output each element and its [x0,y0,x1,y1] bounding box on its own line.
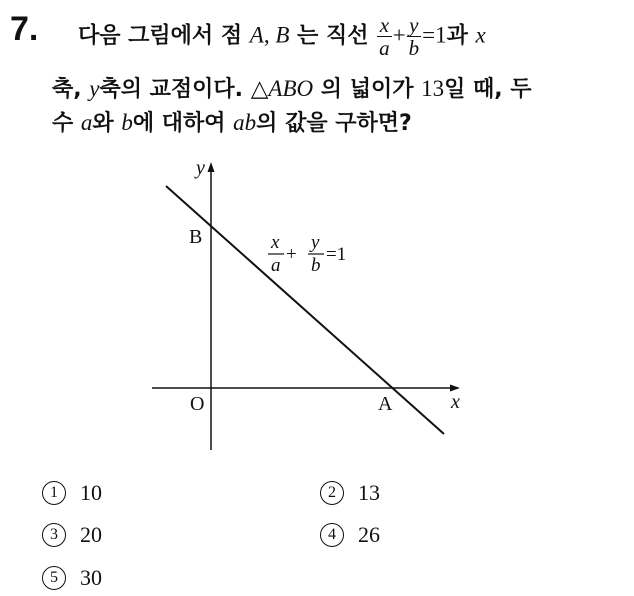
choice-2-mark: 2 [320,481,344,505]
b-var: b [121,110,133,135]
choice-5-mark: 5 [42,566,66,590]
point-a-label: A [378,393,393,415]
choice-2[interactable] [320,478,380,506]
coordinate-graph [140,150,480,460]
choice-4[interactable] [320,520,380,548]
question-text: 에 대하여 [132,111,234,136]
question-text: 일 때, 두 [444,77,532,102]
question-text: 축의 교점이다. [99,77,251,102]
choice-3-mark: 3 [42,523,66,547]
point-b-var: B [275,22,290,48]
equation-rhs: =1 [326,244,347,265]
equation-plus: + [286,244,297,265]
a-var: a [80,110,93,135]
comma: , [263,22,276,48]
fraction-x-over-a: $\frac{x}{a}$ [379,13,390,60]
choice-2-value: 13 [358,479,380,505]
question-text: 의 넓이가 [313,77,422,102]
choice-4-value: 26 [358,521,380,547]
question-text: 과 [446,23,476,49]
question-text: 의 값을 구하면? [256,111,412,136]
choice-5[interactable] [42,563,102,591]
line-ab [166,186,444,434]
plus-sign: + [392,22,406,48]
question-text: 는 직선 [289,23,377,49]
triangle-name: ABO [268,76,314,101]
question-number: 7. [10,10,39,48]
choice-5-value: 30 [80,564,102,590]
equation-y-den: b [311,255,321,276]
fraction-y-over-b: $\frac{y}{b}$ [408,13,420,60]
choice-1-value: 10 [80,479,102,505]
y-var: y [89,76,100,101]
choice-3[interactable] [42,520,102,548]
x-var: x [475,22,486,48]
x-axis-label: x [451,391,460,413]
equals-one: =1 [422,22,447,48]
choice-4-mark: 4 [320,523,344,547]
choice-3-value: 20 [80,521,102,547]
equation-x-den: a [271,255,281,276]
area-value: 13 [421,76,445,101]
question-line-1 [78,14,486,59]
equation-y-num: y [311,232,320,253]
y-axis-label: y [196,157,205,179]
choice-1-mark: 1 [42,481,66,505]
choice-1[interactable] [42,478,102,506]
question-line-2 [52,72,532,103]
y-axis-arrow [208,162,215,172]
ab-var: ab [233,110,257,135]
equation-x-num: x [271,232,280,253]
question-line-3 [52,106,412,137]
question-text: 축, [52,77,90,102]
point-b-label: B [189,226,203,248]
question-text: 와 [92,111,122,136]
point-a-var: A [249,22,264,48]
triangle-symbol: △ [250,76,269,101]
question-text: 다음 그림에서 점 [78,23,250,49]
origin-label: O [190,393,205,415]
question-text: 수 [52,111,81,136]
